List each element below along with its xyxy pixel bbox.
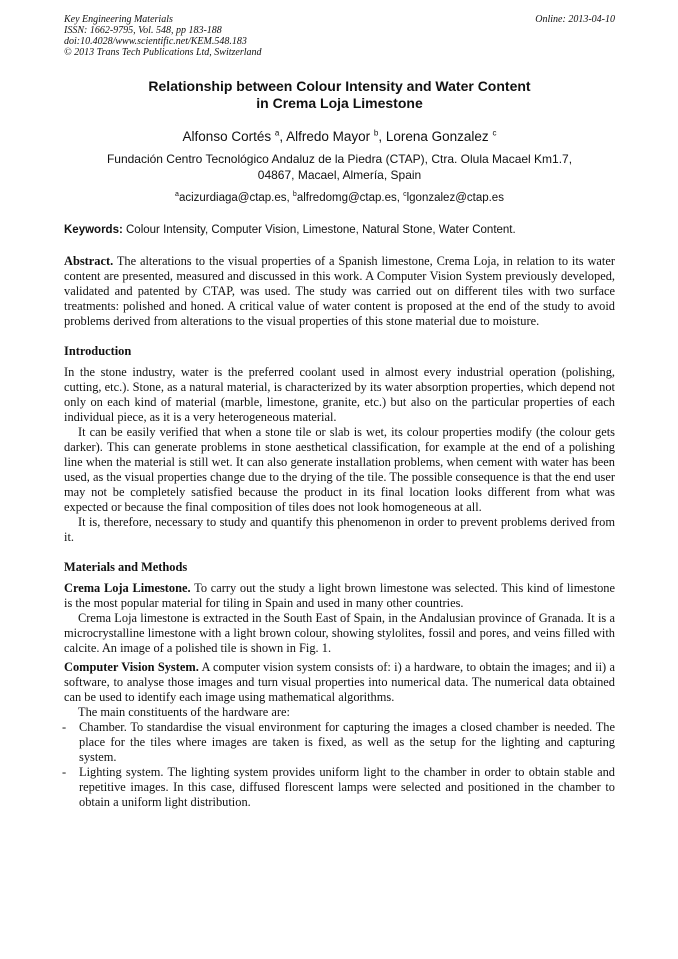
email-link[interactable]: acizurdiaga@ctap.es <box>178 192 287 204</box>
methods-paragraph: Crema Loja limestone is extracted in the South East of Spain, in the Andalusian province of Granada. It is a microcrystalline limestone with a light brown colour, showing stylolites, fossil and pores, and veins filled with calcite. An image of a polished tile is shown in Fig. 1. <box>64 611 615 655</box>
paper-page <box>64 14 615 810</box>
author-affil-mark: b <box>373 128 379 138</box>
intro-paragraph: In the stone industry, water is the preferred coolant used in almost every industrial operation (polishing, cutting, etc.). Stone, as a natural material, is characterized by its water absorption properties, which depend not only on each kind of material (marble, limestone, granite, etc.) but also on the particular properties of each individual piece, as it is a very heterogeneous material. <box>64 365 615 424</box>
section-heading-methods: Materials and Methods <box>64 560 188 574</box>
journal-copyright: © 2013 Trans Tech Publications Ltd, Switzerland <box>64 47 262 58</box>
author-affil-mark: a <box>274 128 280 138</box>
journal-name: Key Engineering Materials <box>64 14 173 25</box>
affiliation-line-1: Fundación Centro Tecnológico Andaluz de la Piedra (CTAP), Ctra. Olula Macael Km1.7, <box>106 152 573 166</box>
online-date: Online: 2013-04-10 <box>535 14 615 25</box>
abstract-label: Abstract. <box>64 254 114 268</box>
title-line-2: in Crema Loja Limestone <box>256 95 423 111</box>
intro-paragraph: It can be easily verified that when a stone tile or slab is wet, its colour properties modify (the colour gets darker). This can generate problems in stone aesthetical classification, for example at the end of a polishing line when the material is still wet. It can also generate installation problems, when cement with water has been used, as the visual properties change due to the drying of the tile. The possible consequence is that the end user may not be completely satisfied because the product in its final location looks different from what was expected or because the final composition of tiles does not look homogeneous at all. <box>64 425 615 514</box>
email-mark: b <box>292 191 297 199</box>
list-item <box>64 720 615 765</box>
journal-doi: doi:10.4028/www.scientific.net/KEM.548.183 <box>64 36 247 47</box>
abstract-text: The alterations to the visual properties of a Spanish limestone, Crema Loja, in relation to its water content are presented, measured and discussed in this work. A Computer Vision System previously developed, validated and patented by CTAP, was used. The study was carried out on different tiles with two surface treatments: polished and honed. A critical value of water content is proposed at the end of the study to avoid problems derived from alterations to the visual properties of this stone material due to moisture. <box>64 254 615 328</box>
author-name: Alfonso Cortés <box>182 129 272 144</box>
section-heading-introduction: Introduction <box>64 344 132 358</box>
email-mark: c <box>403 191 407 199</box>
affiliation-line-2: 04867, Macael, Almería, Spain <box>257 168 422 182</box>
bullet-dash: - <box>62 720 67 734</box>
list-item-text: Lighting system. The lighting system provides uniform light to the chamber in order to obtain stable and repetitive images. In this case, diffused florescent lamps were selected and positioned in the chamber to obtain a uniform light distribution. <box>79 765 615 809</box>
bullet-dash: - <box>62 765 67 779</box>
list-item <box>64 765 615 810</box>
subsection-label: Computer Vision System. <box>64 660 199 674</box>
abstract <box>64 254 615 329</box>
paragraph-text: A computer vision system consists of: i) a hardware, to obtain the images; and ii) a software, to analyse those images and turn visual properties into numerical data. The numerical data obtained can be used to identify each image using mathematical algorithms. <box>64 660 615 704</box>
email-list: $^a$acizurdiaga@ctap.es, $^b$alfredomg@ctap.es, $^c$lgonzalez@ctap.es <box>175 191 504 204</box>
author-affil-mark: c <box>492 128 497 138</box>
methods-paragraph <box>64 581 615 611</box>
email-mark: a <box>175 191 179 199</box>
keywords <box>64 223 615 237</box>
paper-title <box>64 78 615 112</box>
affiliation <box>64 151 615 183</box>
email-link[interactable]: lgonzalez@ctap.es <box>406 192 504 204</box>
paragraph-text: To carry out the study a light brown limestone was selected. This kind of limestone is the most popular material for tiling in Spain and used in many other countries. <box>64 581 615 610</box>
keywords-label: Keywords: <box>64 224 123 236</box>
author-name: Alfredo Mayor <box>286 129 371 144</box>
author-list: Alfonso Cortés $^a$, Alfredo Mayor $^b$, Lorena Gonzalez $^c$ <box>182 128 497 144</box>
journal-issn: ISSN: 1662-9795, Vol. 548, pp 183-188 <box>64 25 222 36</box>
subsection-label: Crema Loja Limestone. <box>64 581 191 595</box>
methods-paragraph: The main constituents of the hardware are: <box>78 705 290 719</box>
intro-paragraph: It is, therefore, necessary to study and quantify this phenomenon in order to prevent problems derived from it. <box>64 515 615 544</box>
title-line-1: Relationship between Colour Intensity and Water Content <box>148 78 531 94</box>
author-name: Lorena Gonzalez <box>385 129 489 144</box>
list-item-text: Chamber. To standardise the visual environment for capturing the images a closed chamber is needed. The place for the tiles where images are taken is fixed, as well as the setup for the lighting and capturing system. <box>79 720 615 764</box>
keywords-text: Colour Intensity, Computer Vision, Limestone, Natural Stone, Water Content. <box>126 224 516 236</box>
journal-header <box>64 14 615 58</box>
email-link[interactable]: alfredomg@ctap.es <box>296 192 397 204</box>
methods-paragraph <box>64 660 615 705</box>
